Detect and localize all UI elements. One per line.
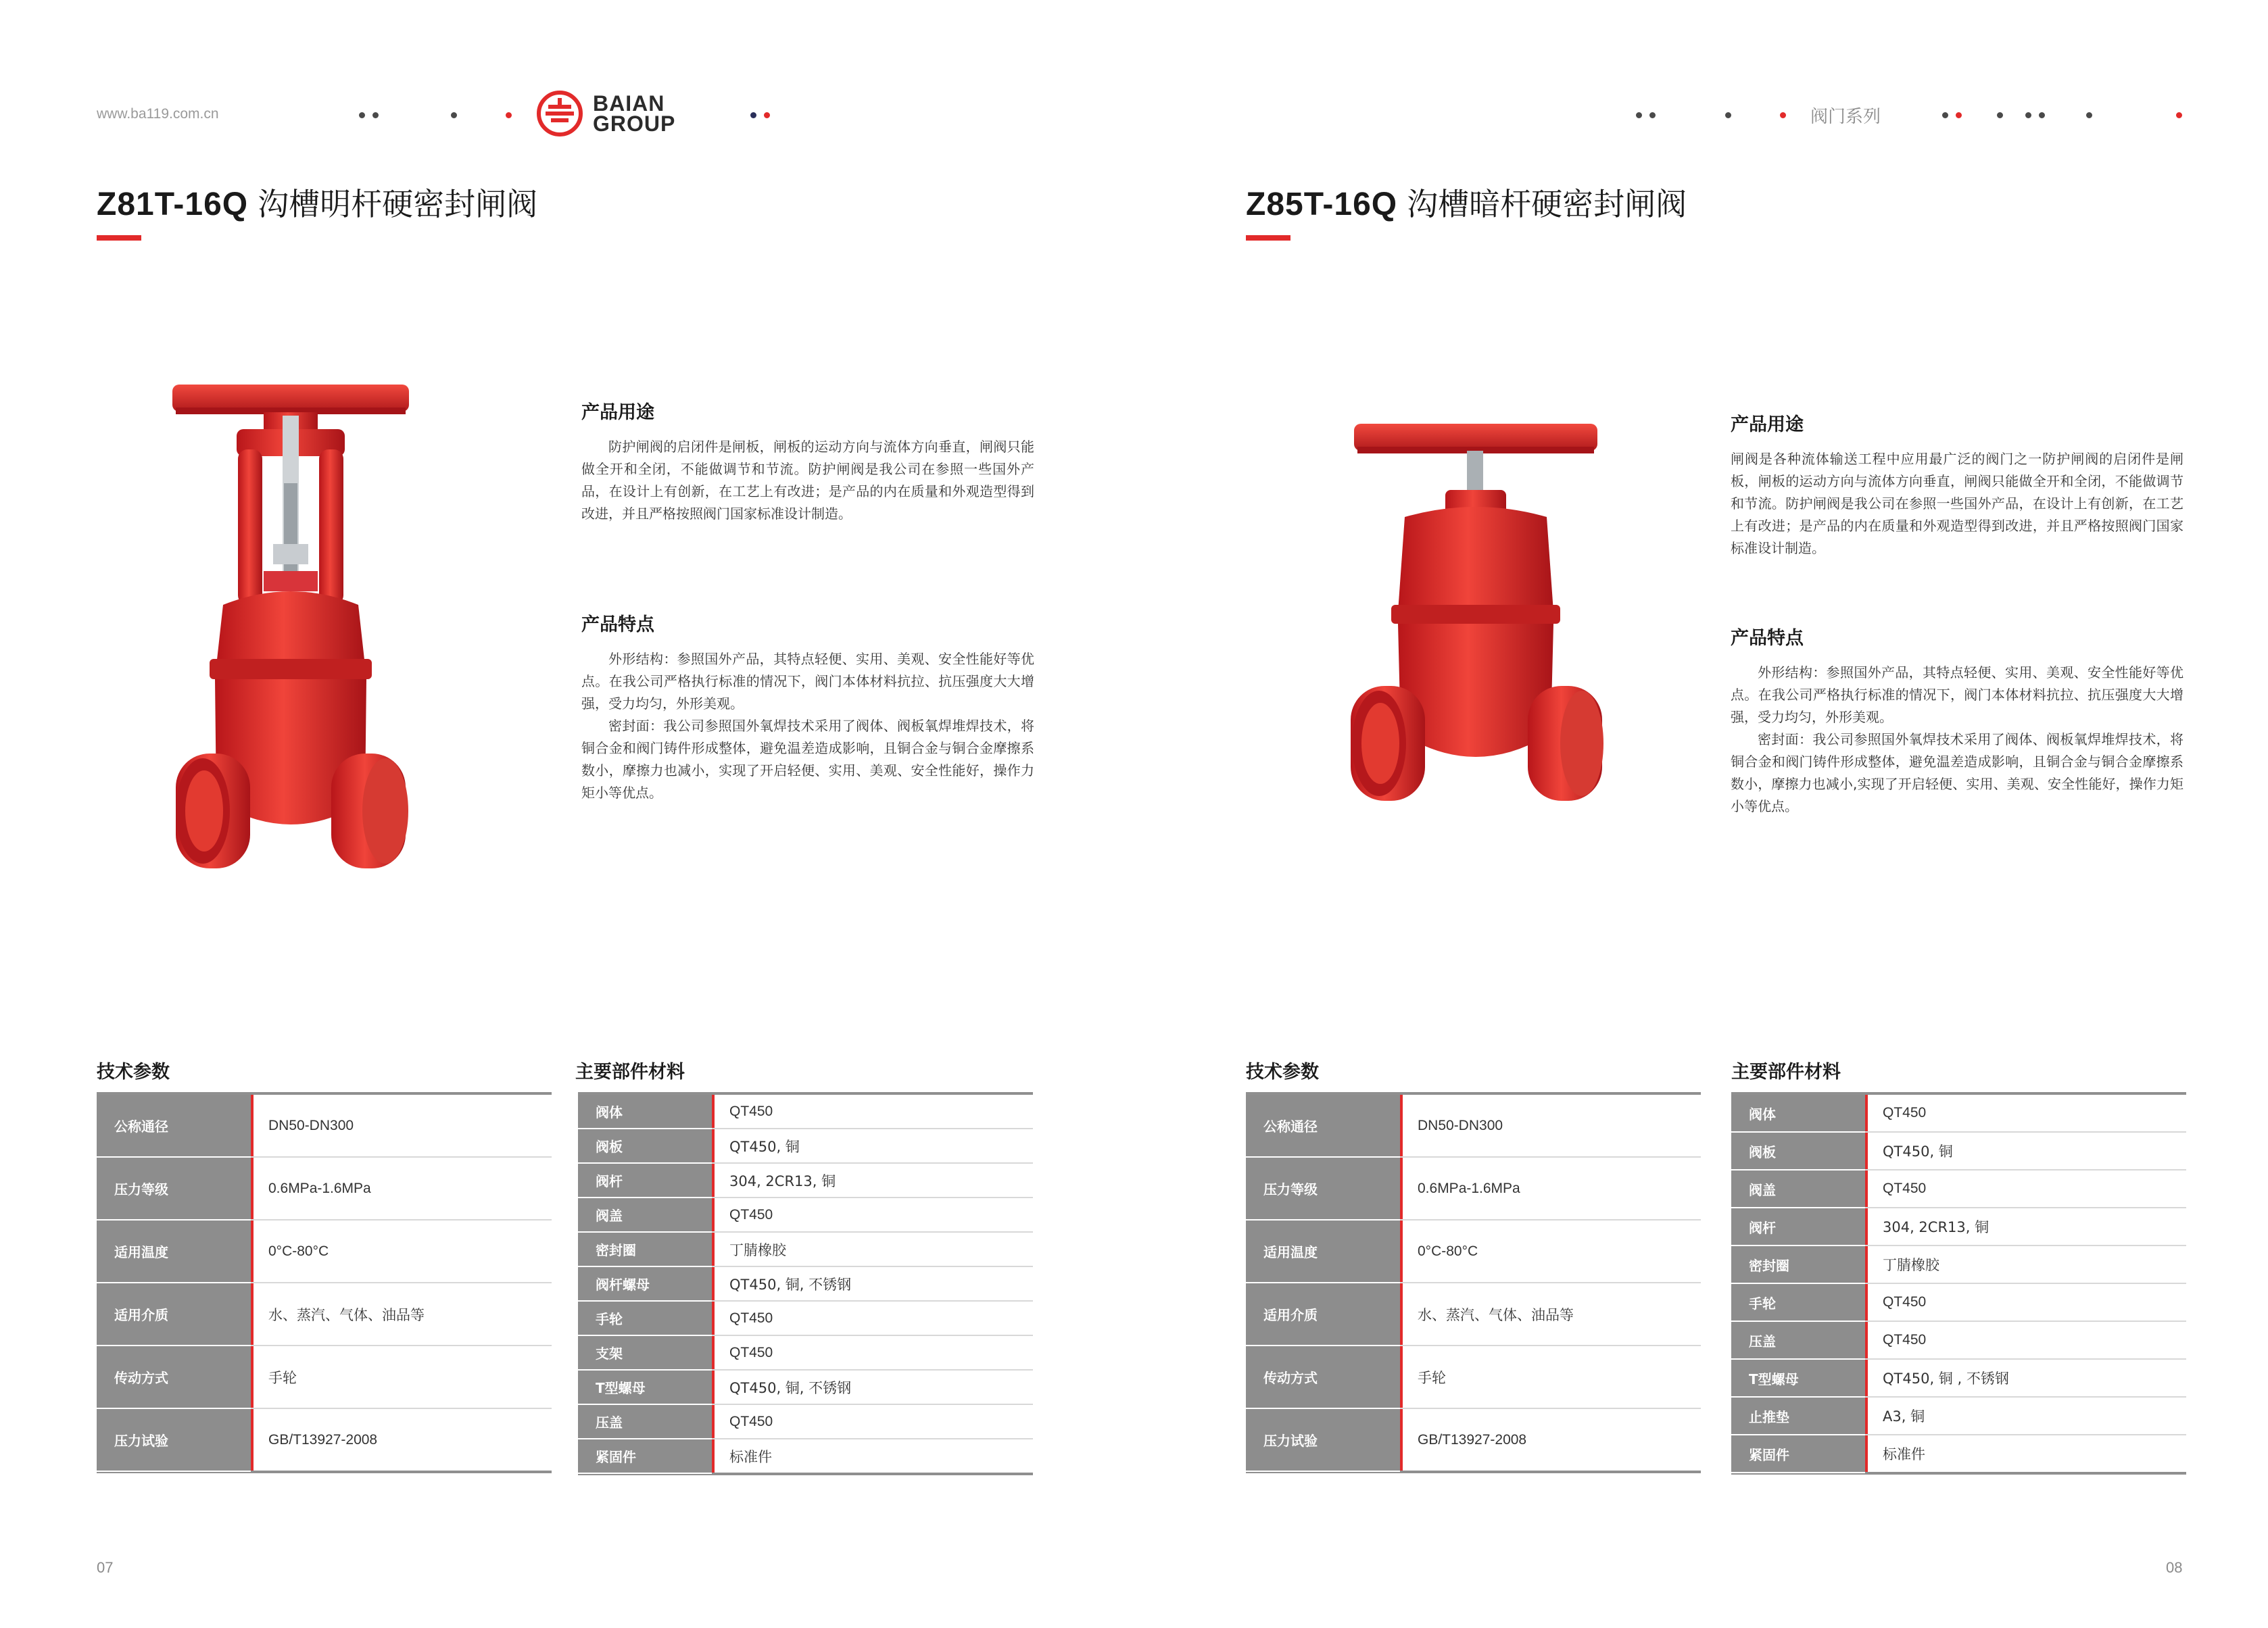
- row-key: 支架: [578, 1336, 712, 1371]
- usage-text: 防护闸阀的启闭件是闸板，闸板的运动方向与流体方向垂直，闸阀只能做全开和全闭，不能做调节和节流。防护闸阀是我公司在参照一些国外产品，在设计上有创新，在工艺上有改进；是产品的内在质量和外观造型得到改进，并且严格按照阀门国家标准设计制造。: [581, 439, 1034, 522]
- table-row: [97, 1283, 552, 1346]
- table-row: [578, 1129, 1033, 1164]
- row-key: 适用温度: [97, 1220, 251, 1283]
- row-key: 手轮: [1731, 1284, 1865, 1322]
- row-key: 压盖: [578, 1405, 712, 1439]
- website-url[interactable]: www.ba119.com.cn: [97, 106, 219, 122]
- row-value: QT450: [1865, 1095, 2186, 1131]
- features-section: [1731, 623, 2183, 818]
- row-value: QT450: [712, 1336, 1033, 1369]
- table-row: [578, 1095, 1033, 1129]
- page-number: 08: [2166, 1559, 2183, 1576]
- table-row: [578, 1233, 1033, 1267]
- decor-dot: [372, 112, 379, 118]
- product-title: [1246, 180, 1687, 224]
- row-value: QT450: [712, 1095, 1033, 1128]
- table-row: [1731, 1246, 2186, 1284]
- row-key: 传动方式: [97, 1346, 251, 1409]
- row-value: GB/T13927-2008: [251, 1409, 552, 1471]
- row-key: T型螺母: [578, 1371, 712, 1405]
- row-value: QT450, 铜, 不锈钢: [712, 1267, 1033, 1300]
- logo-line1: BAIAN: [593, 91, 665, 116]
- features-heading: 产品特点: [1731, 628, 1804, 649]
- row-value: QT450: [1865, 1170, 2186, 1207]
- decor-dot: [764, 112, 770, 118]
- row-key: 阀体: [578, 1095, 712, 1129]
- usage-heading: 产品用途: [581, 402, 654, 423]
- row-key: 压力等级: [1246, 1158, 1400, 1220]
- row-key: 阀杆: [1731, 1208, 1865, 1246]
- table-row: [1731, 1170, 2186, 1208]
- row-value: GB/T13927-2008: [1400, 1409, 1701, 1471]
- decor-dot: [1956, 112, 1962, 118]
- product-model: Z81T-16Q: [97, 187, 249, 222]
- row-key: 阀板: [578, 1129, 712, 1164]
- section-label: 阀门系列: [1810, 107, 1881, 127]
- row-value: DN50-DN300: [1400, 1095, 1701, 1156]
- logo-line2: GROUP: [593, 112, 676, 136]
- row-value: 丁腈橡胶: [1865, 1246, 2186, 1283]
- table-row: [578, 1405, 1033, 1439]
- row-key: 阀盖: [578, 1198, 712, 1233]
- row-value: 水、蒸汽、气体、油品等: [1400, 1283, 1701, 1345]
- row-value: QT450: [1865, 1322, 2186, 1358]
- decor-dot: [2025, 112, 2031, 118]
- row-value: QT450: [1865, 1284, 2186, 1321]
- table-row: [1246, 1220, 1701, 1283]
- decor-dot: [1725, 112, 1731, 118]
- row-value: QT450: [712, 1198, 1033, 1231]
- table-row: [97, 1409, 552, 1471]
- row-value: 0.6MPa-1.6MPa: [251, 1158, 552, 1219]
- row-key: 手轮: [578, 1302, 712, 1336]
- table-row: [578, 1439, 1033, 1473]
- params-heading: 技术参数: [97, 1062, 170, 1083]
- row-key: 阀板: [1731, 1133, 1865, 1170]
- features-heading: 产品特点: [581, 614, 654, 635]
- row-key: 紧固件: [1731, 1435, 1865, 1473]
- row-key: 适用温度: [1246, 1220, 1400, 1283]
- row-key: 传动方式: [1246, 1346, 1400, 1409]
- table-row: [578, 1371, 1033, 1405]
- row-value: QT450, 铜: [1865, 1133, 2186, 1169]
- table-row: [578, 1198, 1033, 1233]
- row-key: T型螺母: [1731, 1360, 1865, 1398]
- decor-dot: [1942, 112, 1948, 118]
- valve-image-rising-stem: [162, 375, 419, 909]
- table-row: [1731, 1208, 2186, 1246]
- row-value: QT450: [712, 1302, 1033, 1335]
- usage-heading: 产品用途: [1731, 414, 1804, 435]
- table-row: [1731, 1095, 2186, 1133]
- row-value: 手轮: [1400, 1346, 1701, 1408]
- decor-dot: [2039, 112, 2045, 118]
- row-value: QT450, 铜 , 不锈钢: [1865, 1360, 2186, 1396]
- decor-dot: [1636, 112, 1642, 118]
- row-value: 标准件: [1865, 1435, 2186, 1472]
- product-title: [97, 180, 537, 224]
- row-value: 水、蒸汽、气体、油品等: [251, 1283, 552, 1345]
- features-text-seal: 密封面：我公司参照国外氧焊技术采用了阀体、阀板氧焊堆焊技术，将铜合金和阀门铸件形成整体，避免温差造成影响，且铜合金与铜合金摩擦系数小，摩擦力也减小,实现了开启轻便、实用、美观、安全性能好，操作力矩小等优点。: [1731, 731, 2183, 814]
- right-page: [1134, 0, 2268, 1628]
- table-row: [1731, 1360, 2186, 1398]
- row-value: QT450, 铜, 不锈钢: [712, 1371, 1033, 1404]
- table-row: [1731, 1322, 2186, 1360]
- valve-image-non-rising-stem: [1351, 416, 1608, 855]
- features-text-structure: 外形结构：参照国外产品，其特点轻便、实用、美观、安全性能好等优点。在我公司严格执行标准的情况下，阀门本体材料抗拉、抗压强度大大增强，受力均匀，外形美观。: [581, 651, 1034, 712]
- decor-dot: [451, 112, 457, 118]
- row-key: 压力试验: [97, 1409, 251, 1472]
- table-row: [1246, 1409, 1701, 1471]
- row-key: 阀杆螺母: [578, 1267, 712, 1302]
- table-row: [1731, 1284, 2186, 1322]
- product-name: 沟槽明杆硬密封闸阀: [258, 186, 538, 222]
- row-key: 密封圈: [1731, 1246, 1865, 1284]
- table-row: [578, 1164, 1033, 1198]
- baian-logo-icon: [536, 90, 583, 137]
- row-value: 0°C-80°C: [1400, 1220, 1701, 1282]
- usage-section: [1731, 410, 2183, 560]
- decor-dot: [1997, 112, 2003, 118]
- table-row: [578, 1302, 1033, 1336]
- product-name: 沟槽暗杆硬密封闸阀: [1407, 186, 1687, 222]
- table-row: [1731, 1435, 2186, 1472]
- row-key: 阀杆: [578, 1164, 712, 1198]
- decor-dot: [750, 112, 756, 118]
- page-number: 07: [97, 1559, 114, 1576]
- decor-dot: [2086, 112, 2092, 118]
- row-value: 丁腈橡胶: [712, 1233, 1033, 1266]
- row-key: 密封圈: [578, 1233, 712, 1267]
- row-value: DN50-DN300: [251, 1095, 552, 1156]
- row-key: 压力等级: [97, 1158, 251, 1220]
- title-underline: [97, 235, 141, 241]
- table-row: [578, 1267, 1033, 1302]
- row-value: 手轮: [251, 1346, 552, 1408]
- table-row: [1246, 1283, 1701, 1346]
- table-row: [1246, 1346, 1701, 1409]
- row-value: 标准件: [712, 1439, 1033, 1473]
- materials-table: [1731, 1092, 2186, 1475]
- row-value: 304, 2CR13, 铜: [712, 1164, 1033, 1197]
- table-row: [1246, 1095, 1701, 1158]
- usage-text: 闸阀是各种流体输送工程中应用最广泛的阀门之一防护闸阀的启闭件是闸板，闸板的运动方向与流体方向垂直，闸阀只能做全开和全闭，不能做调节和节流。防护闸阀是我公司在参照一些国外产品，在设计上有创新，在工艺上有改进；是产品的内在质量和外观造型得到改进，并且严格按照阀门国家标准设计制造。: [1731, 451, 2183, 556]
- row-key: 公称通径: [97, 1095, 251, 1158]
- table-row: [578, 1336, 1033, 1371]
- decor-dot: [359, 112, 365, 118]
- table-row: [97, 1220, 552, 1283]
- materials-heading: 主要部件材料: [575, 1062, 685, 1083]
- row-key: 阀体: [1731, 1095, 1865, 1133]
- baian-logo: [536, 90, 675, 137]
- usage-section: [581, 397, 1034, 525]
- decor-dot: [1649, 112, 1656, 118]
- params-table: [1246, 1092, 1701, 1473]
- table-row: [1246, 1158, 1701, 1220]
- features-section: [581, 610, 1034, 804]
- table-row: [1731, 1133, 2186, 1170]
- table-row: [97, 1158, 552, 1220]
- table-row: [97, 1095, 552, 1158]
- table-row: [1731, 1398, 2186, 1435]
- row-value: A3, 铜: [1865, 1398, 2186, 1434]
- row-key: 阀盖: [1731, 1170, 1865, 1208]
- materials-table: [578, 1092, 1033, 1475]
- params-table: [97, 1092, 552, 1473]
- row-value: QT450, 铜: [712, 1129, 1033, 1162]
- table-row: [97, 1346, 552, 1409]
- decor-dot: [2176, 112, 2182, 118]
- row-value: QT450: [712, 1405, 1033, 1438]
- decor-dot: [1780, 112, 1786, 118]
- row-key: 压盖: [1731, 1322, 1865, 1360]
- params-heading: 技术参数: [1246, 1062, 1319, 1083]
- materials-heading: 主要部件材料: [1731, 1062, 1841, 1083]
- row-value: 304, 2CR13, 铜: [1865, 1208, 2186, 1245]
- row-value: 0.6MPa-1.6MPa: [1400, 1158, 1701, 1219]
- row-key: 公称通径: [1246, 1095, 1400, 1158]
- product-model: Z85T-16Q: [1246, 187, 1398, 222]
- row-value: 0°C-80°C: [251, 1220, 552, 1282]
- features-text-structure: 外形结构：参照国外产品，其特点轻便、实用、美观、安全性能好等优点。在我公司严格执行标准的情况下，阀门本体材料抗拉、抗压强度大大增强，受力均匀，外形美观。: [1731, 664, 2183, 725]
- title-underline: [1246, 235, 1290, 241]
- row-key: 紧固件: [578, 1439, 712, 1474]
- decor-dot: [506, 112, 512, 118]
- row-key: 止推垫: [1731, 1398, 1865, 1435]
- row-key: 适用介质: [1246, 1283, 1400, 1346]
- features-text-seal: 密封面：我公司参照国外氧焊技术采用了阀体、阀板氧焊堆焊技术，将铜合金和阀门铸件形成整体，避免温差造成影响，且铜合金与铜合金摩擦系数小，摩擦力也减小，实现了开启轻便、实用、美观、安全性能好，操作力矩小等优点。: [581, 718, 1034, 801]
- row-key: 压力试验: [1246, 1409, 1400, 1472]
- row-key: 适用介质: [97, 1283, 251, 1346]
